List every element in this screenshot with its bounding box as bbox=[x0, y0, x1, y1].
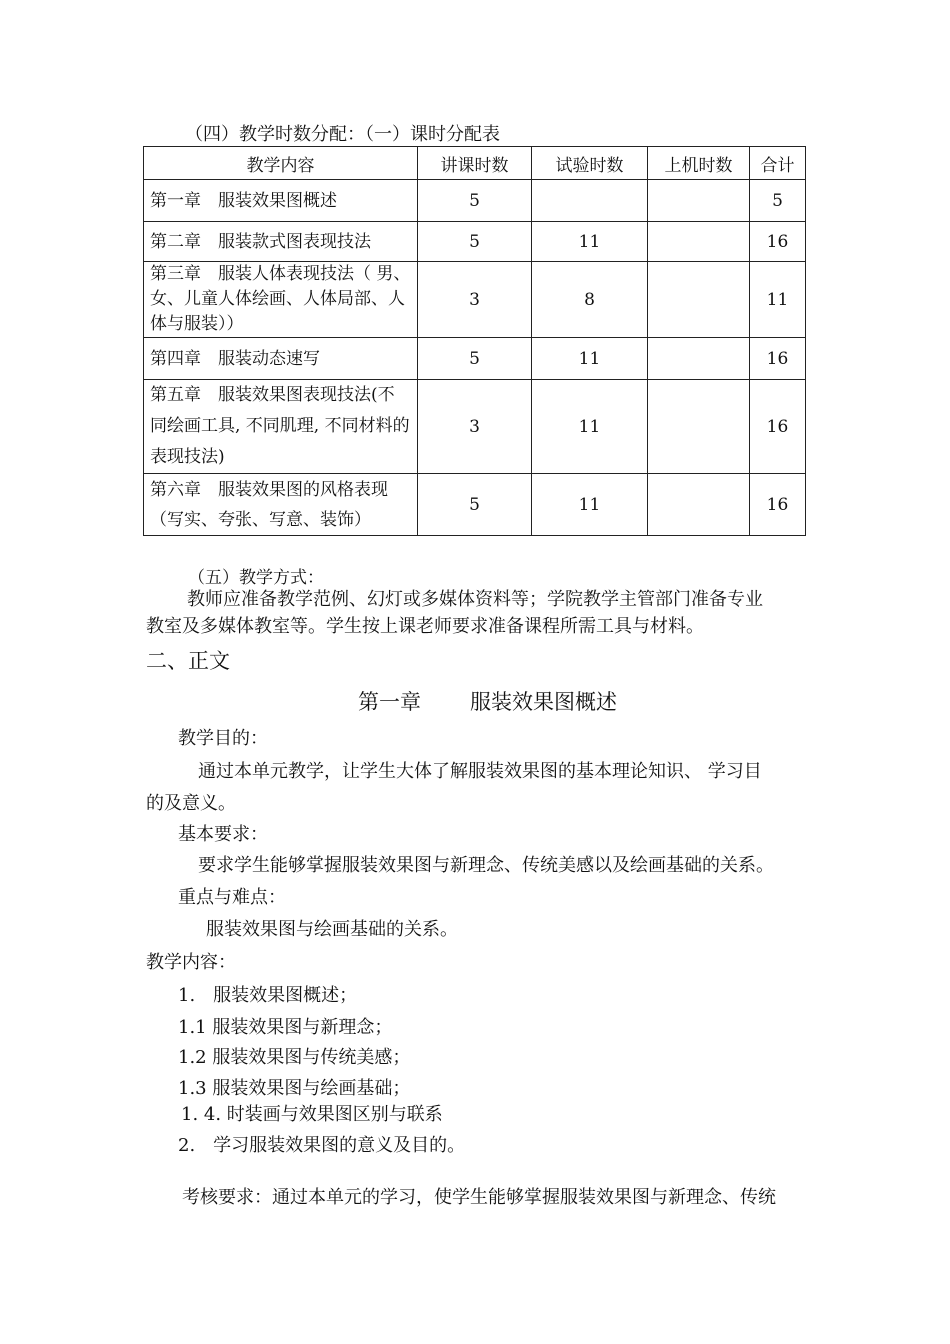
row-lecture: 3 bbox=[418, 262, 532, 338]
row-content: 第三章 服装人体表现技法（ 男、女、儿童人体绘画、人体局部、人体与服装）） bbox=[144, 262, 418, 338]
section-5-heading: （五）教学方式： bbox=[188, 568, 324, 588]
row-lecture: 3 bbox=[418, 380, 532, 474]
row-computer bbox=[648, 262, 750, 338]
keypoints-label: 重点与难点： bbox=[178, 887, 286, 908]
objective-line-2: 的及意义。 bbox=[146, 793, 236, 814]
row-lecture: 5 bbox=[418, 180, 532, 222]
row-experiment: 11 bbox=[532, 474, 648, 536]
row-experiment: 11 bbox=[532, 222, 648, 262]
header-total: 合计 bbox=[750, 147, 806, 180]
chapter-1-title: 服装效果图概述 bbox=[470, 690, 617, 714]
row-computer bbox=[648, 474, 750, 536]
row-lecture: 5 bbox=[418, 222, 532, 262]
part-2-heading: 二、正文 bbox=[146, 649, 230, 673]
chapter-1-number: 第一章 bbox=[358, 690, 421, 714]
row-computer bbox=[648, 180, 750, 222]
row-computer bbox=[648, 222, 750, 262]
row-computer bbox=[648, 338, 750, 380]
requirements-label: 基本要求： bbox=[178, 824, 268, 845]
content-item: 1. 4. 时装画与效果图区别与联系 bbox=[181, 1104, 443, 1125]
objective-line-1: 通过本单元教学，让学生大体了解服装效果图的基本理论知识、 学习目 bbox=[198, 761, 762, 782]
section-4-heading: （四）教学时数分配：（一）课时分配表 bbox=[185, 124, 500, 145]
row-content: 第五章 服装效果图表现技法(不同绘画工具, 不同肌理, 不同材料的表现技法) bbox=[144, 380, 418, 474]
header-content: 教学内容 bbox=[144, 147, 418, 180]
table-row bbox=[144, 380, 806, 474]
row-total: 11 bbox=[750, 262, 806, 338]
requirements-text: 要求学生能够掌握服装效果图与新理念、传统美感以及绘画基础的关系。 bbox=[198, 855, 774, 876]
row-total: 16 bbox=[750, 222, 806, 262]
table-row bbox=[144, 180, 806, 222]
objective-label: 教学目的： bbox=[178, 728, 268, 749]
assessment-text: 考核要求：通过本单元的学习，使学生能够掌握服装效果图与新理念、传统 bbox=[182, 1187, 776, 1208]
table-row bbox=[144, 338, 806, 380]
content-item: 1.1 服装效果图与新理念； bbox=[178, 1017, 393, 1038]
content-item: 2. 学习服装效果图的意义及目的。 bbox=[178, 1135, 466, 1156]
row-total: 5 bbox=[750, 180, 806, 222]
table-row bbox=[144, 222, 806, 262]
table-row bbox=[144, 474, 806, 536]
row-content: 第一章 服装效果图概述 bbox=[144, 180, 418, 222]
row-total: 16 bbox=[750, 474, 806, 536]
row-experiment: 11 bbox=[532, 380, 648, 474]
row-computer bbox=[648, 380, 750, 474]
header-computer-hours: 上机时数 bbox=[648, 147, 750, 180]
row-lecture: 5 bbox=[418, 338, 532, 380]
row-total: 16 bbox=[750, 338, 806, 380]
hours-allocation-table bbox=[143, 146, 806, 536]
header-experiment-hours: 试验时数 bbox=[532, 147, 648, 180]
section-5-line-1: 教师应准备教学范例、幻灯或多媒体资料等；学院教学主管部门准备专业 bbox=[187, 589, 763, 610]
keypoints-text: 服装效果图与绘画基础的关系。 bbox=[206, 919, 458, 940]
table-row bbox=[144, 262, 806, 338]
content-label: 教学内容： bbox=[146, 952, 236, 973]
content-item: 1. 服装效果图概述； bbox=[178, 985, 358, 1006]
content-item: 1.2 服装效果图与传统美感； bbox=[178, 1047, 411, 1068]
header-lecture-hours: 讲课时数 bbox=[418, 147, 532, 180]
row-experiment: 11 bbox=[532, 338, 648, 380]
content-item: 1.3 服装效果图与绘画基础； bbox=[178, 1078, 411, 1099]
row-content: 第六章 服装效果图的风格表现（写实、夸张、写意、装饰） bbox=[144, 474, 418, 536]
table-header-row bbox=[144, 147, 806, 180]
row-content: 第四章 服装动态速写 bbox=[144, 338, 418, 380]
row-total: 16 bbox=[750, 380, 806, 474]
row-content: 第二章 服装款式图表现技法 bbox=[144, 222, 418, 262]
row-lecture: 5 bbox=[418, 474, 532, 536]
section-5-line-2: 教室及多媒体教室等。学生按上课老师要求准备课程所需工具与材料。 bbox=[146, 616, 704, 637]
row-experiment bbox=[532, 180, 648, 222]
row-experiment: 8 bbox=[532, 262, 648, 338]
